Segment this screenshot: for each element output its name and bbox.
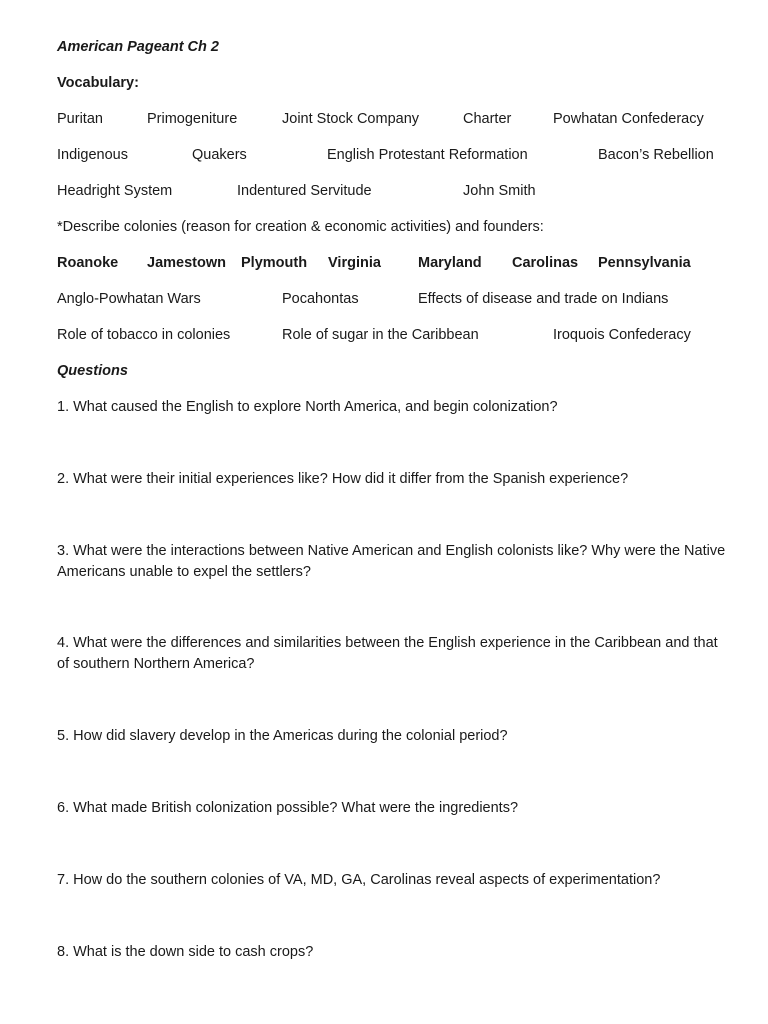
question-5: 5. How did slavery develop in the Americas during the colonial period?	[57, 728, 508, 744]
question-7: 7. How do the southern colonies of VA, MD, GA, Carolinas reveal aspects of experimentation?	[57, 872, 661, 888]
vocab-term: Quakers	[192, 147, 247, 163]
vocab-term: Puritan	[57, 111, 103, 127]
question-3: 3. What were the interactions between Native American and English colonists like? Why were the Native Americans unable to expel the settlers?	[57, 543, 726, 580]
question-2: 2. What were their initial experiences like? How did it differ from the Spanish experience?	[57, 471, 629, 487]
colony-name: Plymouth	[241, 255, 308, 271]
document-title: American Pageant Ch 2	[57, 39, 219, 55]
colony-name: Carolinas	[512, 255, 579, 271]
topic-item: Anglo-Powhatan Wars	[57, 291, 201, 307]
vocab-term: Joint Stock Company	[282, 111, 420, 127]
vocab-term: Charter	[463, 111, 512, 127]
colony-name: Jamestown	[147, 255, 226, 271]
vocab-term: Headright System	[57, 183, 173, 199]
topic-item: Iroquois Confederacy	[553, 327, 691, 343]
question-6: 6. What made British colonization possible? What were the ingredients?	[57, 800, 519, 816]
describe-instruction: *Describe colonies (reason for creation & economic activities) and founders:	[57, 219, 544, 235]
topic-item: Effects of disease and trade on Indians	[418, 291, 669, 307]
colony-name: Roanoke	[57, 255, 119, 271]
vocab-term: Indigenous	[57, 147, 128, 163]
question-1: 1. What caused the English to explore North America, and begin colonization?	[57, 399, 558, 415]
vocabulary-heading: Vocabulary:	[57, 75, 139, 91]
vocab-term: John Smith	[463, 183, 536, 199]
topic-item: Role of tobacco in colonies	[57, 327, 231, 343]
colony-name: Pennsylvania	[598, 255, 691, 271]
questions-heading: Questions	[57, 363, 128, 379]
vocab-term: Indentured Servitude	[237, 183, 372, 199]
question-8: 8. What is the down side to cash crops?	[57, 944, 314, 960]
vocab-term: English Protestant Reformation	[327, 147, 528, 163]
topic-item: Role of sugar in the Caribbean	[282, 327, 479, 343]
colony-name: Maryland	[418, 255, 482, 271]
colony-name: Virginia	[328, 255, 381, 271]
vocab-term: Bacon’s Rebellion	[598, 147, 714, 163]
vocab-term: Powhatan Confederacy	[553, 111, 704, 127]
topic-item: Pocahontas	[282, 291, 359, 307]
question-4: 4. What were the differences and similarities between the English experience in the Caribbean and that of southern Northern America?	[57, 635, 718, 672]
vocab-term: Primogeniture	[147, 111, 238, 127]
